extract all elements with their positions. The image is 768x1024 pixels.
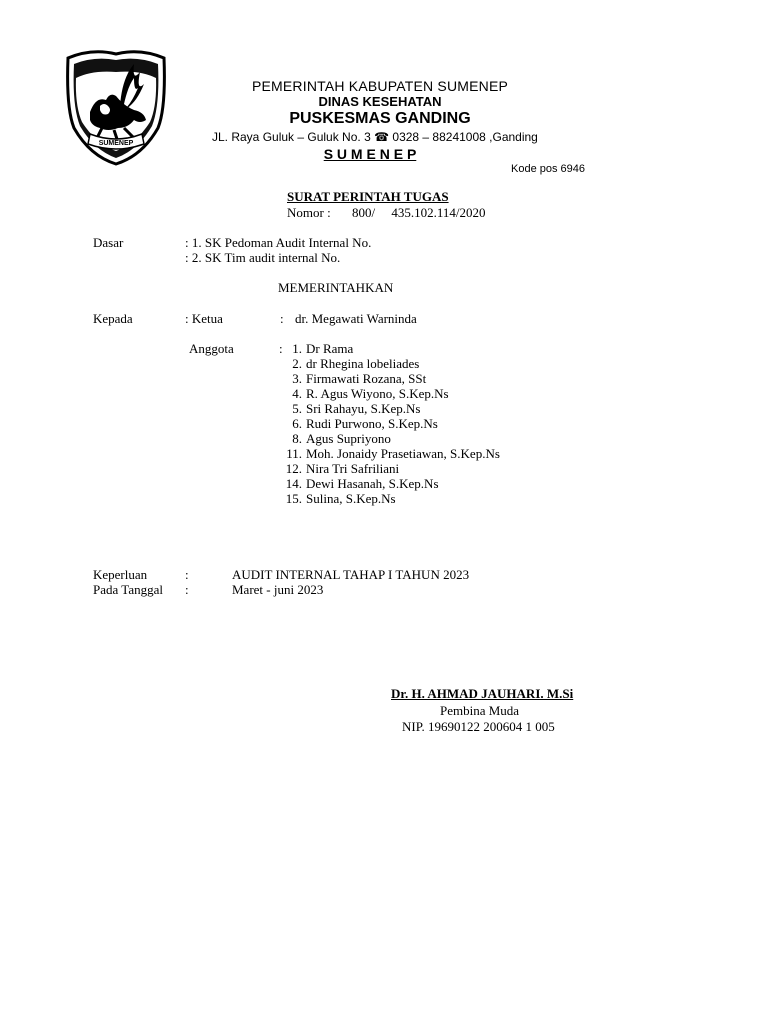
member-number: 11.	[286, 446, 302, 461]
member-name: R. Agus Wiyono, S.Kep.Ns	[306, 386, 449, 401]
signatory-rank: Pembina Muda	[440, 703, 520, 718]
member-name: Rudi Purwono, S.Kep.Ns	[306, 416, 438, 431]
ketua-label: : Ketua	[185, 311, 223, 326]
institution-name: PUSKESMAS GANDING	[289, 110, 471, 127]
kepada-label: Kepada	[93, 311, 133, 326]
member-number: 8.	[292, 431, 302, 446]
member-name: Dr Rama	[306, 341, 354, 356]
member-name: Dewi Hasanah, S.Kep.Ns	[306, 476, 439, 491]
member-number: 4.	[292, 386, 302, 401]
member-name: Nira Tri Safriliani	[306, 461, 400, 476]
address-street: JL. Raya Guluk – Guluk No. 3	[212, 130, 371, 144]
dasar-item: : 2. SK Tim audit internal No.	[185, 250, 341, 265]
anggota-label: Anggota	[189, 341, 234, 356]
document-title: SURAT PERINTAH TUGAS	[287, 189, 449, 204]
tanggal-colon: :	[185, 582, 189, 597]
member-name: Firmawati Rozana, SSt	[306, 371, 427, 386]
number-value: 800/ 435.102.114/2020	[351, 205, 486, 220]
member-name: Moh. Jonaidy Prasetiawan, S.Kep.Ns	[306, 446, 500, 461]
member-number: 14.	[285, 476, 302, 491]
member-number: 6.	[292, 416, 302, 431]
member-item	[280, 446, 500, 462]
command-heading: MEMERINTAHKAN	[278, 280, 394, 295]
keperluan-label: Keperluan	[93, 567, 148, 582]
member-name: Sulina, S.Kep.Ns	[306, 491, 396, 506]
member-name: Sri Rahayu, S.Kep.Ns	[306, 401, 421, 416]
signatory-name: Dr. H. AHMAD JAUHARI. M.Si	[391, 686, 574, 701]
member-item	[280, 371, 426, 387]
phone-icon: ☎	[374, 130, 390, 144]
member-item	[280, 356, 419, 372]
member-name: Agus Supriyono	[306, 431, 391, 446]
keperluan-colon: :	[185, 567, 189, 582]
signatory-nip: NIP. 19690122 200604 1 005	[402, 719, 555, 734]
number-label: Nomor :	[287, 205, 331, 220]
member-item	[280, 416, 438, 432]
member-item	[280, 461, 399, 477]
member-number: 3.	[292, 371, 302, 386]
logo-text: SUMENEP	[98, 140, 134, 147]
member-number: 1.	[292, 341, 302, 356]
postal-code: Kode pos 6946	[511, 163, 586, 175]
regency-logo	[62, 48, 170, 166]
member-item	[280, 341, 353, 357]
address-phone: 0328 – 88241008 ,Ganding	[392, 130, 538, 144]
dasar-item: : 1. SK Pedoman Audit Internal No.	[185, 235, 372, 250]
ketua-colon: :	[280, 311, 284, 326]
member-item	[280, 401, 420, 417]
anggota-colon: :	[279, 341, 283, 356]
member-number: 5.	[292, 401, 302, 416]
member-item	[280, 431, 391, 447]
tanggal-value: Maret - juni 2023	[232, 582, 324, 597]
ketua-name: dr. Megawati Warninda	[295, 311, 417, 326]
department-line: DINAS KESEHATAN	[318, 94, 442, 109]
member-number: 12.	[285, 461, 302, 476]
address-line	[212, 130, 538, 144]
city-name: S U M E N E P	[323, 146, 417, 162]
tanggal-label: Pada Tanggal	[93, 582, 163, 597]
member-number: 2.	[292, 356, 302, 371]
member-item	[280, 476, 439, 492]
member-number: 15.	[285, 491, 302, 506]
dasar-label: Dasar	[93, 235, 124, 250]
document-number	[287, 205, 485, 221]
keperluan-value: AUDIT INTERNAL TAHAP I TAHUN 2023	[232, 567, 470, 582]
member-item	[280, 386, 449, 402]
member-item	[280, 491, 396, 507]
government-line: PEMERINTAH KABUPATEN SUMENEP	[251, 78, 509, 94]
member-name: dr Rhegina lobeliades	[306, 356, 420, 371]
